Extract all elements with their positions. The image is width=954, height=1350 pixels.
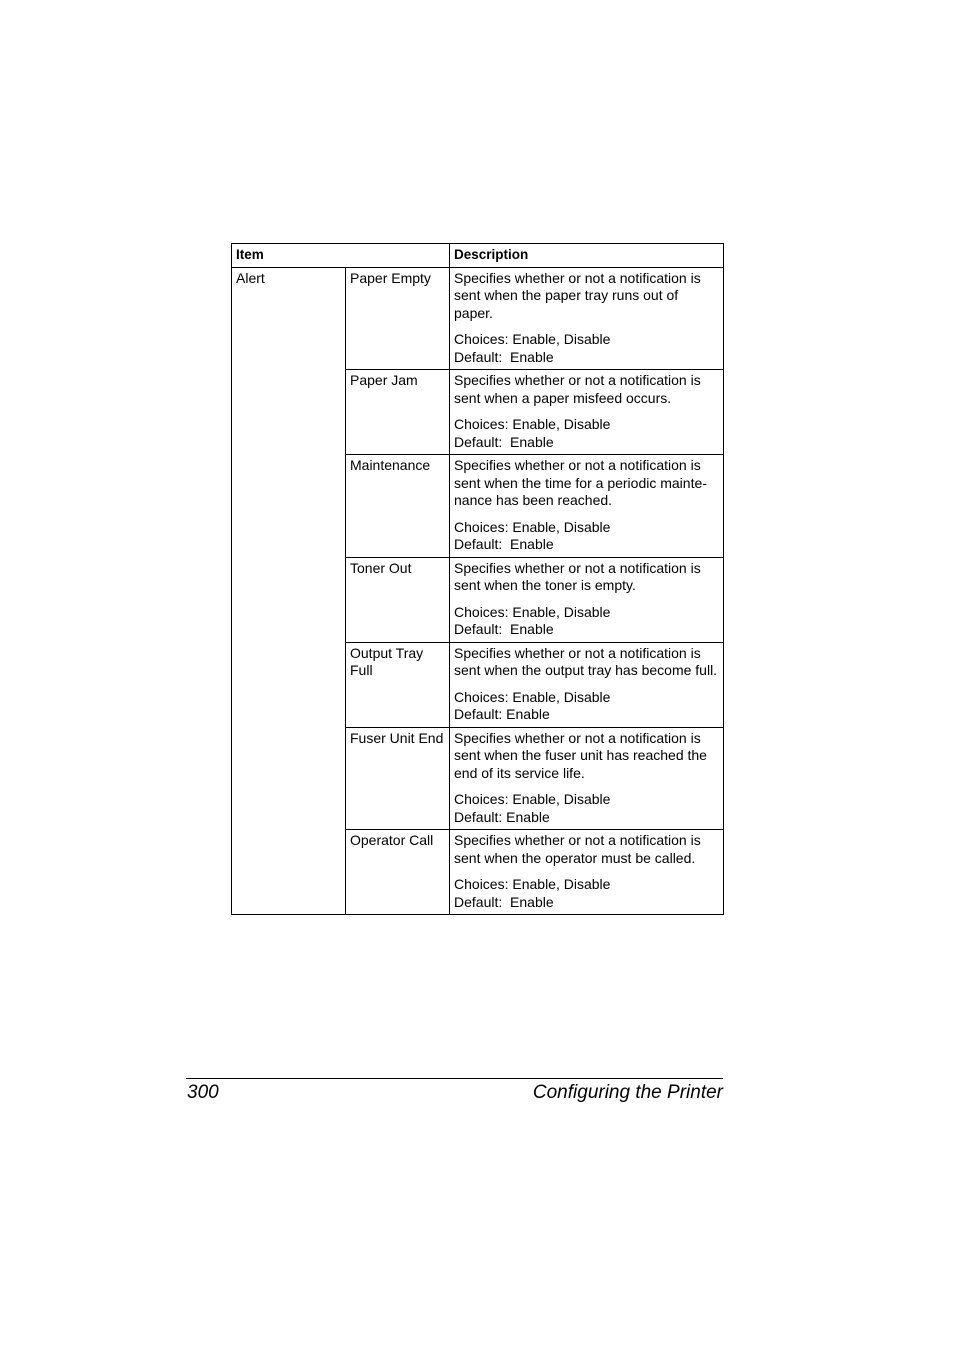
- footer-divider: [186, 1078, 723, 1079]
- page-number: 300: [187, 1082, 219, 1103]
- setting-description-cell: [450, 557, 724, 642]
- setting-name: Paper Empty: [346, 267, 450, 370]
- setting-choices: Choices: Enable, Disable: [454, 518, 611, 535]
- setting-description: Specifies whether or not a notification is sent when the output tray has become full.: [454, 644, 718, 678]
- setting-choices: Choices: Enable, Disable: [454, 603, 611, 620]
- table-row: [232, 267, 724, 370]
- setting-description-cell: [450, 455, 724, 558]
- setting-default: Default: Enable: [454, 433, 554, 450]
- setting-name: Output Tray Full: [346, 642, 450, 727]
- header-description: Description: [450, 244, 724, 268]
- setting-default: Default: Enable: [454, 808, 550, 825]
- setting-choices: Choices: Enable, Disable: [454, 331, 611, 347]
- setting-description: Specifies whether or not a notification is sent when the time for a periodic mainte-nance has been reached.: [454, 457, 707, 508]
- setting-description-cell: [450, 727, 724, 830]
- setting-choices: Choices: Enable, Disable: [454, 876, 611, 892]
- setting-name: Operator Call: [346, 830, 450, 915]
- setting-default: Default: Enable: [454, 621, 554, 637]
- setting-default: Default: Enable: [454, 893, 554, 910]
- setting-name: Fuser Unit End: [346, 727, 450, 830]
- setting-default: Default: Enable: [454, 706, 550, 722]
- table-header-row: [232, 244, 724, 268]
- setting-description: Specifies whether or not a notification is sent when the paper tray runs out of paper.: [454, 269, 701, 321]
- setting-choices: Choices: Enable, Disable: [454, 416, 611, 432]
- setting-description: Specifies whether or not a notification is sent when the fuser unit has reached the end of its service life.: [454, 729, 707, 781]
- setting-description: Specifies whether or not a notification is sent when a paper misfeed occurs.: [454, 372, 701, 406]
- group-label-alert: Alert: [232, 267, 346, 915]
- setting-description-cell: [450, 267, 724, 370]
- setting-description-cell: [450, 830, 724, 915]
- setting-description-cell: [450, 370, 724, 455]
- header-item: Item: [232, 244, 450, 268]
- setting-default: Default: Enable: [454, 348, 554, 365]
- alert-settings-table: [231, 243, 724, 915]
- setting-description: Specifies whether or not a notification is sent when the toner is empty.: [454, 559, 701, 593]
- setting-description-cell: [450, 642, 724, 727]
- setting-description: Specifies whether or not a notification is sent when the operator must be called.: [454, 832, 701, 866]
- chapter-title: Configuring the Printer: [532, 1082, 723, 1103]
- setting-default: Default: Enable: [454, 536, 554, 552]
- setting-name: Paper Jam: [346, 370, 450, 455]
- setting-name: Maintenance: [346, 455, 450, 558]
- setting-choices: Choices: Enable, Disable: [454, 791, 611, 807]
- setting-choices: Choices: Enable, Disable: [454, 688, 611, 705]
- setting-name: Toner Out: [346, 557, 450, 642]
